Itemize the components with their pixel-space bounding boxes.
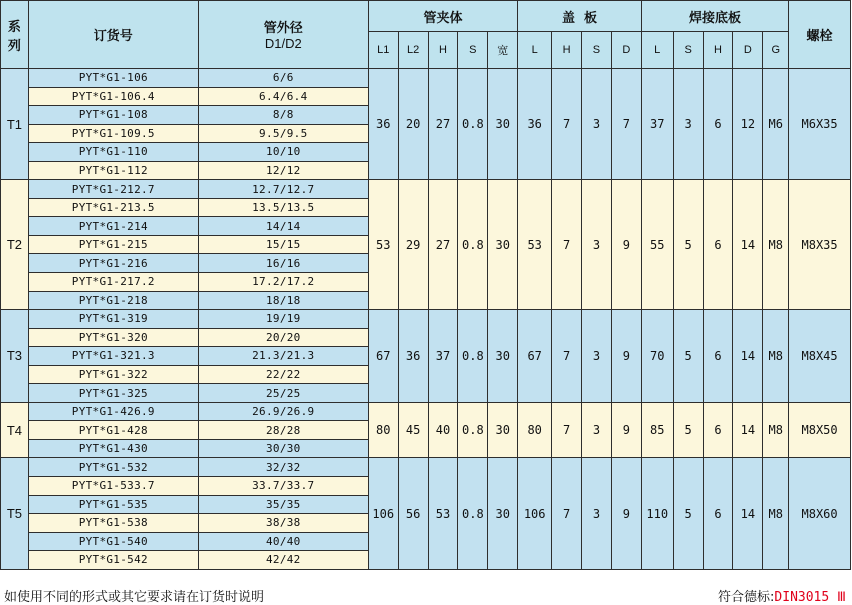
- order-number-cell: PYT*G1-321.3: [28, 347, 198, 366]
- order-number-cell: PYT*G1-535: [28, 495, 198, 514]
- pipe-od-cell: 9.5/9.5: [198, 124, 368, 143]
- pipe-od-cell: 8/8: [198, 106, 368, 125]
- order-number-cell: PYT*G1-106: [28, 69, 198, 88]
- header-series: [1, 1, 29, 69]
- pipe-od-cell: 40/40: [198, 532, 368, 551]
- series-cell: T5: [1, 458, 29, 569]
- standard-label: 符合德标:: [718, 590, 775, 605]
- order-number-cell: PYT*G1-540: [28, 532, 198, 551]
- order-number-cell: PYT*G1-319: [28, 310, 198, 329]
- bolt-cell: M8X35: [789, 180, 851, 310]
- header-pipe-od-label: 管外径: [263, 21, 303, 36]
- order-number-cell: PYT*G1-325: [28, 384, 198, 403]
- dimension-cell: M8: [763, 402, 789, 458]
- dimension-cell: 56: [398, 458, 428, 569]
- dimension-cell: 12: [733, 69, 763, 180]
- order-number-cell: PYT*G1-532: [28, 458, 198, 477]
- dimension-cell: 14: [733, 458, 763, 569]
- dimension-cell: 0.8: [458, 458, 488, 569]
- dimension-cell: 27: [428, 69, 458, 180]
- pipe-od-cell: 26.9/26.9: [198, 402, 368, 421]
- dimension-cell: 3: [582, 458, 612, 569]
- dimension-cell: 53: [518, 180, 552, 310]
- pipe-od-cell: 12.7/12.7: [198, 180, 368, 199]
- table-row: [1, 69, 851, 88]
- pipe-od-cell: 25/25: [198, 384, 368, 403]
- dimension-cell: 30: [488, 458, 518, 569]
- pipe-od-cell: 14/14: [198, 217, 368, 236]
- pipe-od-cell: 6.4/6.4: [198, 87, 368, 106]
- pipe-od-cell: 28/28: [198, 421, 368, 440]
- header-series-line2: 列: [7, 38, 21, 54]
- pipe-od-cell: 32/32: [198, 458, 368, 477]
- bolt-cell: M8X60: [789, 458, 851, 569]
- pipe-od-cell: 6/6: [198, 69, 368, 88]
- dimension-cell: 14: [733, 402, 763, 458]
- pipe-od-cell: 30/30: [198, 439, 368, 458]
- subheader-cell: H: [703, 32, 733, 69]
- subheader-cell: G: [763, 32, 789, 69]
- standard-value: DIN3015 Ⅲ: [774, 590, 846, 605]
- dimension-cell: 9: [611, 310, 641, 403]
- pipe-od-cell: 18/18: [198, 291, 368, 310]
- dimension-cell: 106: [518, 458, 552, 569]
- footer-note: 如使用不同的形式或其它要求请在订货时说明: [4, 590, 265, 605]
- subheader-cell: D: [733, 32, 763, 69]
- pipe-od-cell: 10/10: [198, 143, 368, 162]
- order-number-cell: PYT*G1-215: [28, 235, 198, 254]
- order-number-cell: PYT*G1-426.9: [28, 402, 198, 421]
- subheader-cell: S: [673, 32, 703, 69]
- subheader-cell: L1: [368, 32, 398, 69]
- order-number-cell: PYT*G1-212.7: [28, 180, 198, 199]
- table-row: [1, 402, 851, 421]
- dimension-cell: 53: [428, 458, 458, 569]
- order-number-cell: PYT*G1-218: [28, 291, 198, 310]
- dimension-cell: 3: [582, 180, 612, 310]
- dimension-cell: 7: [552, 458, 582, 569]
- header-bolt: 螺栓: [789, 1, 851, 69]
- order-number-cell: PYT*G1-542: [28, 551, 198, 570]
- header-cover-plate: 盖 板: [518, 1, 642, 32]
- pipe-od-cell: 21.3/21.3: [198, 347, 368, 366]
- dimension-cell: 106: [368, 458, 398, 569]
- dimension-cell: 14: [733, 180, 763, 310]
- dimension-cell: 6: [703, 180, 733, 310]
- bolt-cell: M8X50: [789, 402, 851, 458]
- header-order-no: 订货号: [28, 1, 198, 69]
- dimension-cell: 7: [611, 69, 641, 180]
- dimension-cell: 14: [733, 310, 763, 403]
- order-number-cell: PYT*G1-216: [28, 254, 198, 273]
- dimension-cell: 70: [641, 310, 673, 403]
- header-weld-plate: 焊接底板: [641, 1, 788, 32]
- dimension-cell: 110: [641, 458, 673, 569]
- order-number-cell: PYT*G1-320: [28, 328, 198, 347]
- header-pipe-od-sub: D1/D2: [264, 36, 302, 51]
- dimension-cell: 30: [488, 180, 518, 310]
- dimension-cell: 5: [673, 402, 703, 458]
- order-number-cell: PYT*G1-110: [28, 143, 198, 162]
- pipe-od-cell: 42/42: [198, 551, 368, 570]
- pipe-od-cell: 15/15: [198, 235, 368, 254]
- pipe-od-cell: 17.2/17.2: [198, 273, 368, 292]
- dimension-cell: 45: [398, 402, 428, 458]
- dimension-cell: 9: [611, 402, 641, 458]
- dimension-cell: 6: [703, 310, 733, 403]
- subheader-cell: S: [458, 32, 488, 69]
- dimension-cell: 29: [398, 180, 428, 310]
- subheader-cell: 宽: [488, 32, 518, 69]
- header-series-line1: 系: [7, 19, 21, 35]
- pipe-od-cell: 13.5/13.5: [198, 198, 368, 217]
- dimension-cell: 6: [703, 458, 733, 569]
- bolt-cell: M6X35: [789, 69, 851, 180]
- table-row: [1, 458, 851, 477]
- series-cell: T2: [1, 180, 29, 310]
- dimension-cell: 0.8: [458, 402, 488, 458]
- dimension-cell: 30: [488, 402, 518, 458]
- series-cell: T3: [1, 310, 29, 403]
- dimension-cell: 0.8: [458, 310, 488, 403]
- table-row: [1, 180, 851, 199]
- pipe-od-cell: 12/12: [198, 161, 368, 180]
- dimension-cell: 85: [641, 402, 673, 458]
- pipe-od-cell: 22/22: [198, 365, 368, 384]
- dimension-cell: M8: [763, 458, 789, 569]
- pipe-od-cell: 19/19: [198, 310, 368, 329]
- dimension-cell: 7: [552, 310, 582, 403]
- dimension-cell: 9: [611, 458, 641, 569]
- dimension-cell: 0.8: [458, 180, 488, 310]
- dimension-cell: 36: [398, 310, 428, 403]
- subheader-cell: H: [428, 32, 458, 69]
- order-number-cell: PYT*G1-538: [28, 514, 198, 533]
- dimension-cell: 7: [552, 69, 582, 180]
- dimension-cell: 5: [673, 180, 703, 310]
- dimension-cell: 30: [488, 69, 518, 180]
- order-number-cell: PYT*G1-108: [28, 106, 198, 125]
- order-number-cell: PYT*G1-214: [28, 217, 198, 236]
- dimension-cell: 6: [703, 402, 733, 458]
- dimension-cell: 80: [518, 402, 552, 458]
- dimension-cell: 3: [582, 69, 612, 180]
- series-cell: T4: [1, 402, 29, 458]
- dimension-cell: 5: [673, 310, 703, 403]
- order-number-cell: PYT*G1-106.4: [28, 87, 198, 106]
- order-number-cell: PYT*G1-533.7: [28, 477, 198, 496]
- order-number-cell: PYT*G1-217.2: [28, 273, 198, 292]
- dimension-cell: 36: [518, 69, 552, 180]
- dimension-cell: 9: [611, 180, 641, 310]
- series-cell: T1: [1, 69, 29, 180]
- dimension-cell: 40: [428, 402, 458, 458]
- dimension-cell: M8: [763, 180, 789, 310]
- order-number-cell: PYT*G1-213.5: [28, 198, 198, 217]
- dimension-cell: 3: [582, 310, 612, 403]
- dimension-cell: 7: [552, 180, 582, 310]
- dimension-cell: 67: [368, 310, 398, 403]
- dimension-cell: 3: [673, 69, 703, 180]
- dimension-cell: 55: [641, 180, 673, 310]
- header-pipe-od: [198, 1, 368, 69]
- dimension-cell: 6: [703, 69, 733, 180]
- dimension-cell: 67: [518, 310, 552, 403]
- dimension-cell: 5: [673, 458, 703, 569]
- table-row: [1, 310, 851, 329]
- bolt-cell: M8X45: [789, 310, 851, 403]
- order-number-cell: PYT*G1-112: [28, 161, 198, 180]
- dimension-cell: 27: [428, 180, 458, 310]
- dimension-cell: 3: [582, 402, 612, 458]
- header-clamp-body: 管夹体: [368, 1, 517, 32]
- pipe-od-cell: 16/16: [198, 254, 368, 273]
- dimension-cell: M8: [763, 310, 789, 403]
- subheader-cell: L2: [398, 32, 428, 69]
- dimension-cell: 30: [488, 310, 518, 403]
- subheader-cell: H: [552, 32, 582, 69]
- dimension-cell: 37: [428, 310, 458, 403]
- dimension-cell: 0.8: [458, 69, 488, 180]
- dimension-cell: 80: [368, 402, 398, 458]
- dimension-cell: 53: [368, 180, 398, 310]
- dimension-cell: 37: [641, 69, 673, 180]
- subheader-cell: D: [611, 32, 641, 69]
- pipe-od-cell: 38/38: [198, 514, 368, 533]
- footer-standard: [718, 586, 846, 605]
- dimension-cell: M6: [763, 69, 789, 180]
- order-number-cell: PYT*G1-109.5: [28, 124, 198, 143]
- dimension-cell: 20: [398, 69, 428, 180]
- spec-body: [1, 69, 851, 570]
- order-number-cell: PYT*G1-428: [28, 421, 198, 440]
- pipe-od-cell: 33.7/33.7: [198, 477, 368, 496]
- subheader-cell: S: [582, 32, 612, 69]
- pipe-od-cell: 20/20: [198, 328, 368, 347]
- order-number-cell: PYT*G1-322: [28, 365, 198, 384]
- subheader-cell: L: [518, 32, 552, 69]
- dimension-cell: 36: [368, 69, 398, 180]
- subheader-cell: L: [641, 32, 673, 69]
- order-number-cell: PYT*G1-430: [28, 439, 198, 458]
- dimension-cell: 7: [552, 402, 582, 458]
- pipe-od-cell: 35/35: [198, 495, 368, 514]
